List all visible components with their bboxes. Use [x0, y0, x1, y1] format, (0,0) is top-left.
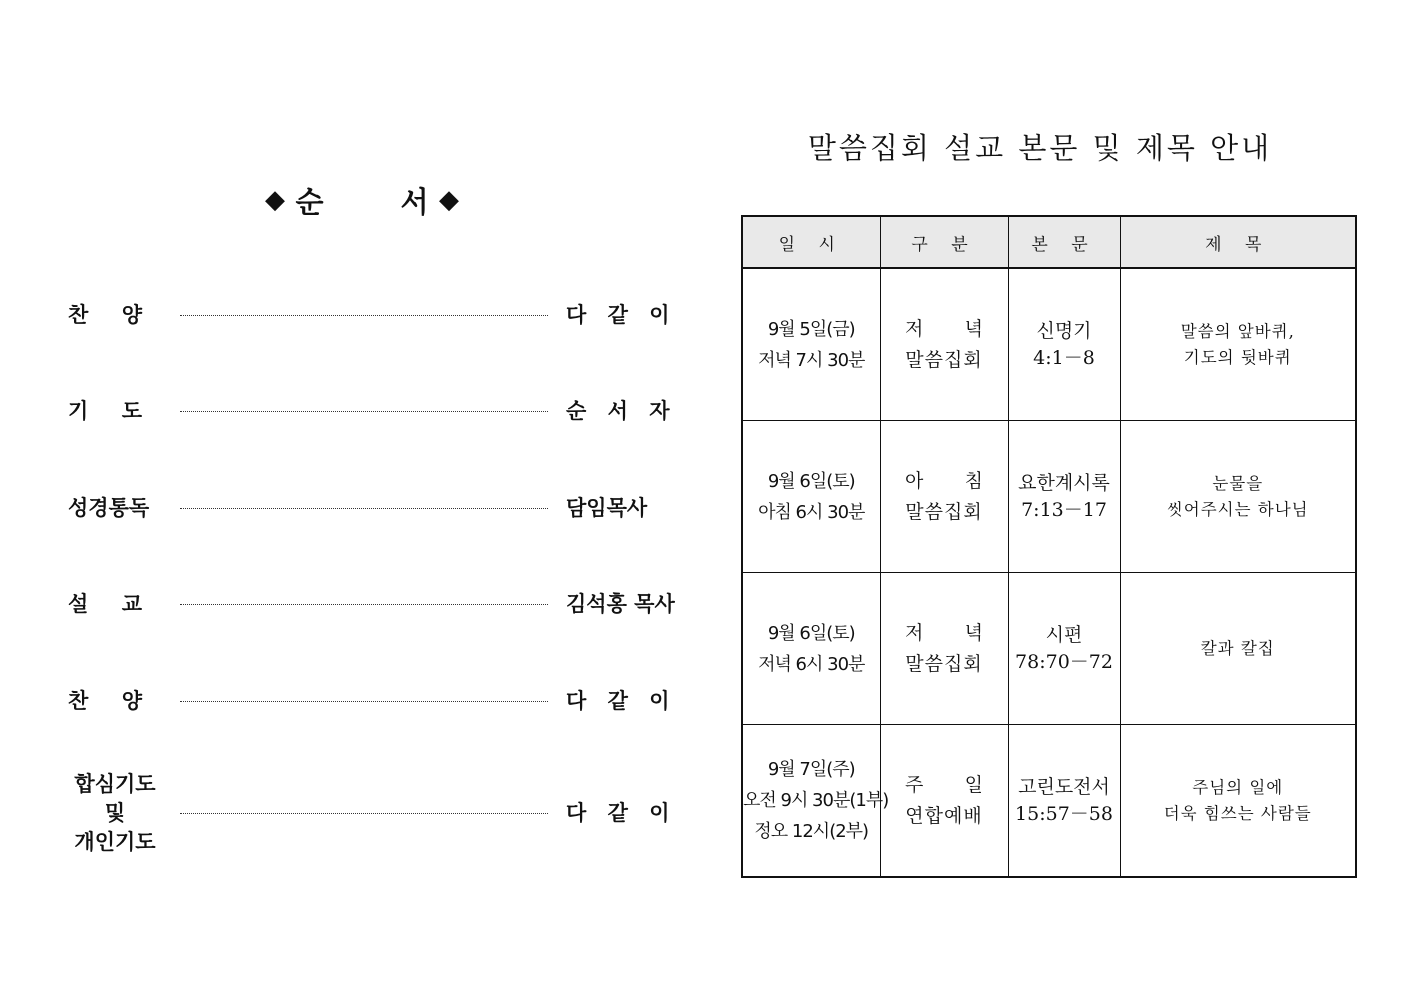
dotted-leader — [180, 701, 548, 702]
table-row — [742, 725, 1356, 878]
order-person: 김석홍 목사 — [566, 592, 675, 616]
order-row-bible-reading — [68, 493, 708, 523]
column-header-title: 제 목 — [1120, 216, 1356, 268]
dotted-leader — [180, 813, 548, 814]
order-row-unison-prayer — [68, 772, 708, 854]
order-item: 성경통독 — [68, 496, 150, 520]
table-header-row — [742, 216, 1356, 268]
date-cell: 9월 6일(토) 아침 6시 30분 — [742, 421, 880, 573]
order-item: 찬 양 — [68, 303, 142, 327]
date-cell: 9월 6일(토) 저녁 6시 30분 — [742, 573, 880, 725]
sermon-title-cell: 칼과 칼집 — [1120, 573, 1356, 725]
date-cell: 9월 5일(금) 저녁 7시 30분 — [742, 268, 880, 421]
type-cell: 아 침 말씀집회 — [880, 421, 1008, 573]
order-person: 순 서 자 — [566, 399, 677, 423]
order-row-sermon — [68, 589, 708, 619]
passage-cell: 고린도전서 15:57－58 — [1008, 725, 1120, 878]
dotted-leader — [180, 411, 548, 412]
order-item: 기 도 — [68, 399, 142, 423]
order-item: 설 교 — [68, 592, 142, 616]
table-row — [742, 421, 1356, 573]
sermon-title-cell: 주님의 일에 더욱 힘쓰는 사람들 — [1120, 725, 1356, 878]
column-header-datetime: 일 시 — [742, 216, 880, 268]
order-title-word: 서 — [400, 184, 429, 219]
order-person: 담임목사 — [566, 496, 648, 520]
order-item: 합심기도 및 개인기도 — [74, 772, 156, 854]
sermon-title-cell: 말씀의 앞바퀴, 기도의 뒷바퀴 — [1120, 268, 1356, 421]
order-title — [262, 178, 462, 222]
schedule-title: 말씀집회 설교 본문 및 제목 안내 — [807, 131, 1273, 165]
passage-cell: 시편 78:70－72 — [1008, 573, 1120, 725]
column-header-type: 구 분 — [880, 216, 1008, 268]
type-cell: 저 녁 말씀집회 — [880, 268, 1008, 421]
type-cell: 저 녁 말씀집회 — [880, 573, 1008, 725]
diamond-icon: ◆ — [265, 185, 285, 215]
dotted-leader — [180, 508, 548, 509]
diamond-icon: ◆ — [438, 185, 459, 215]
order-row-hymn-2 — [68, 686, 708, 716]
type-cell: 주 일 연합예배 — [880, 725, 1008, 878]
table-row — [742, 573, 1356, 725]
sermon-title-cell: 눈물을 씻어주시는 하나님 — [1120, 421, 1356, 573]
order-title-word: 순 — [295, 184, 324, 219]
order-person: 다 같 이 — [566, 801, 677, 825]
schedule-table — [741, 215, 1357, 878]
table-row — [742, 268, 1356, 421]
order-item: 찬 양 — [68, 689, 142, 713]
order-row-hymn-1 — [68, 300, 708, 330]
column-header-passage: 본 문 — [1008, 216, 1120, 268]
order-person: 다 같 이 — [566, 689, 677, 713]
order-person: 다 같 이 — [566, 303, 677, 327]
passage-cell: 신명기 4:1－8 — [1008, 268, 1120, 421]
passage-cell: 요한계시록 7:13－17 — [1008, 421, 1120, 573]
dotted-leader — [180, 604, 548, 605]
date-cell: 9월 7일(주) 오전 9시 30분(1부) 정오 12시(2부) — [742, 725, 880, 878]
order-row-prayer — [68, 396, 708, 426]
dotted-leader — [180, 315, 548, 316]
